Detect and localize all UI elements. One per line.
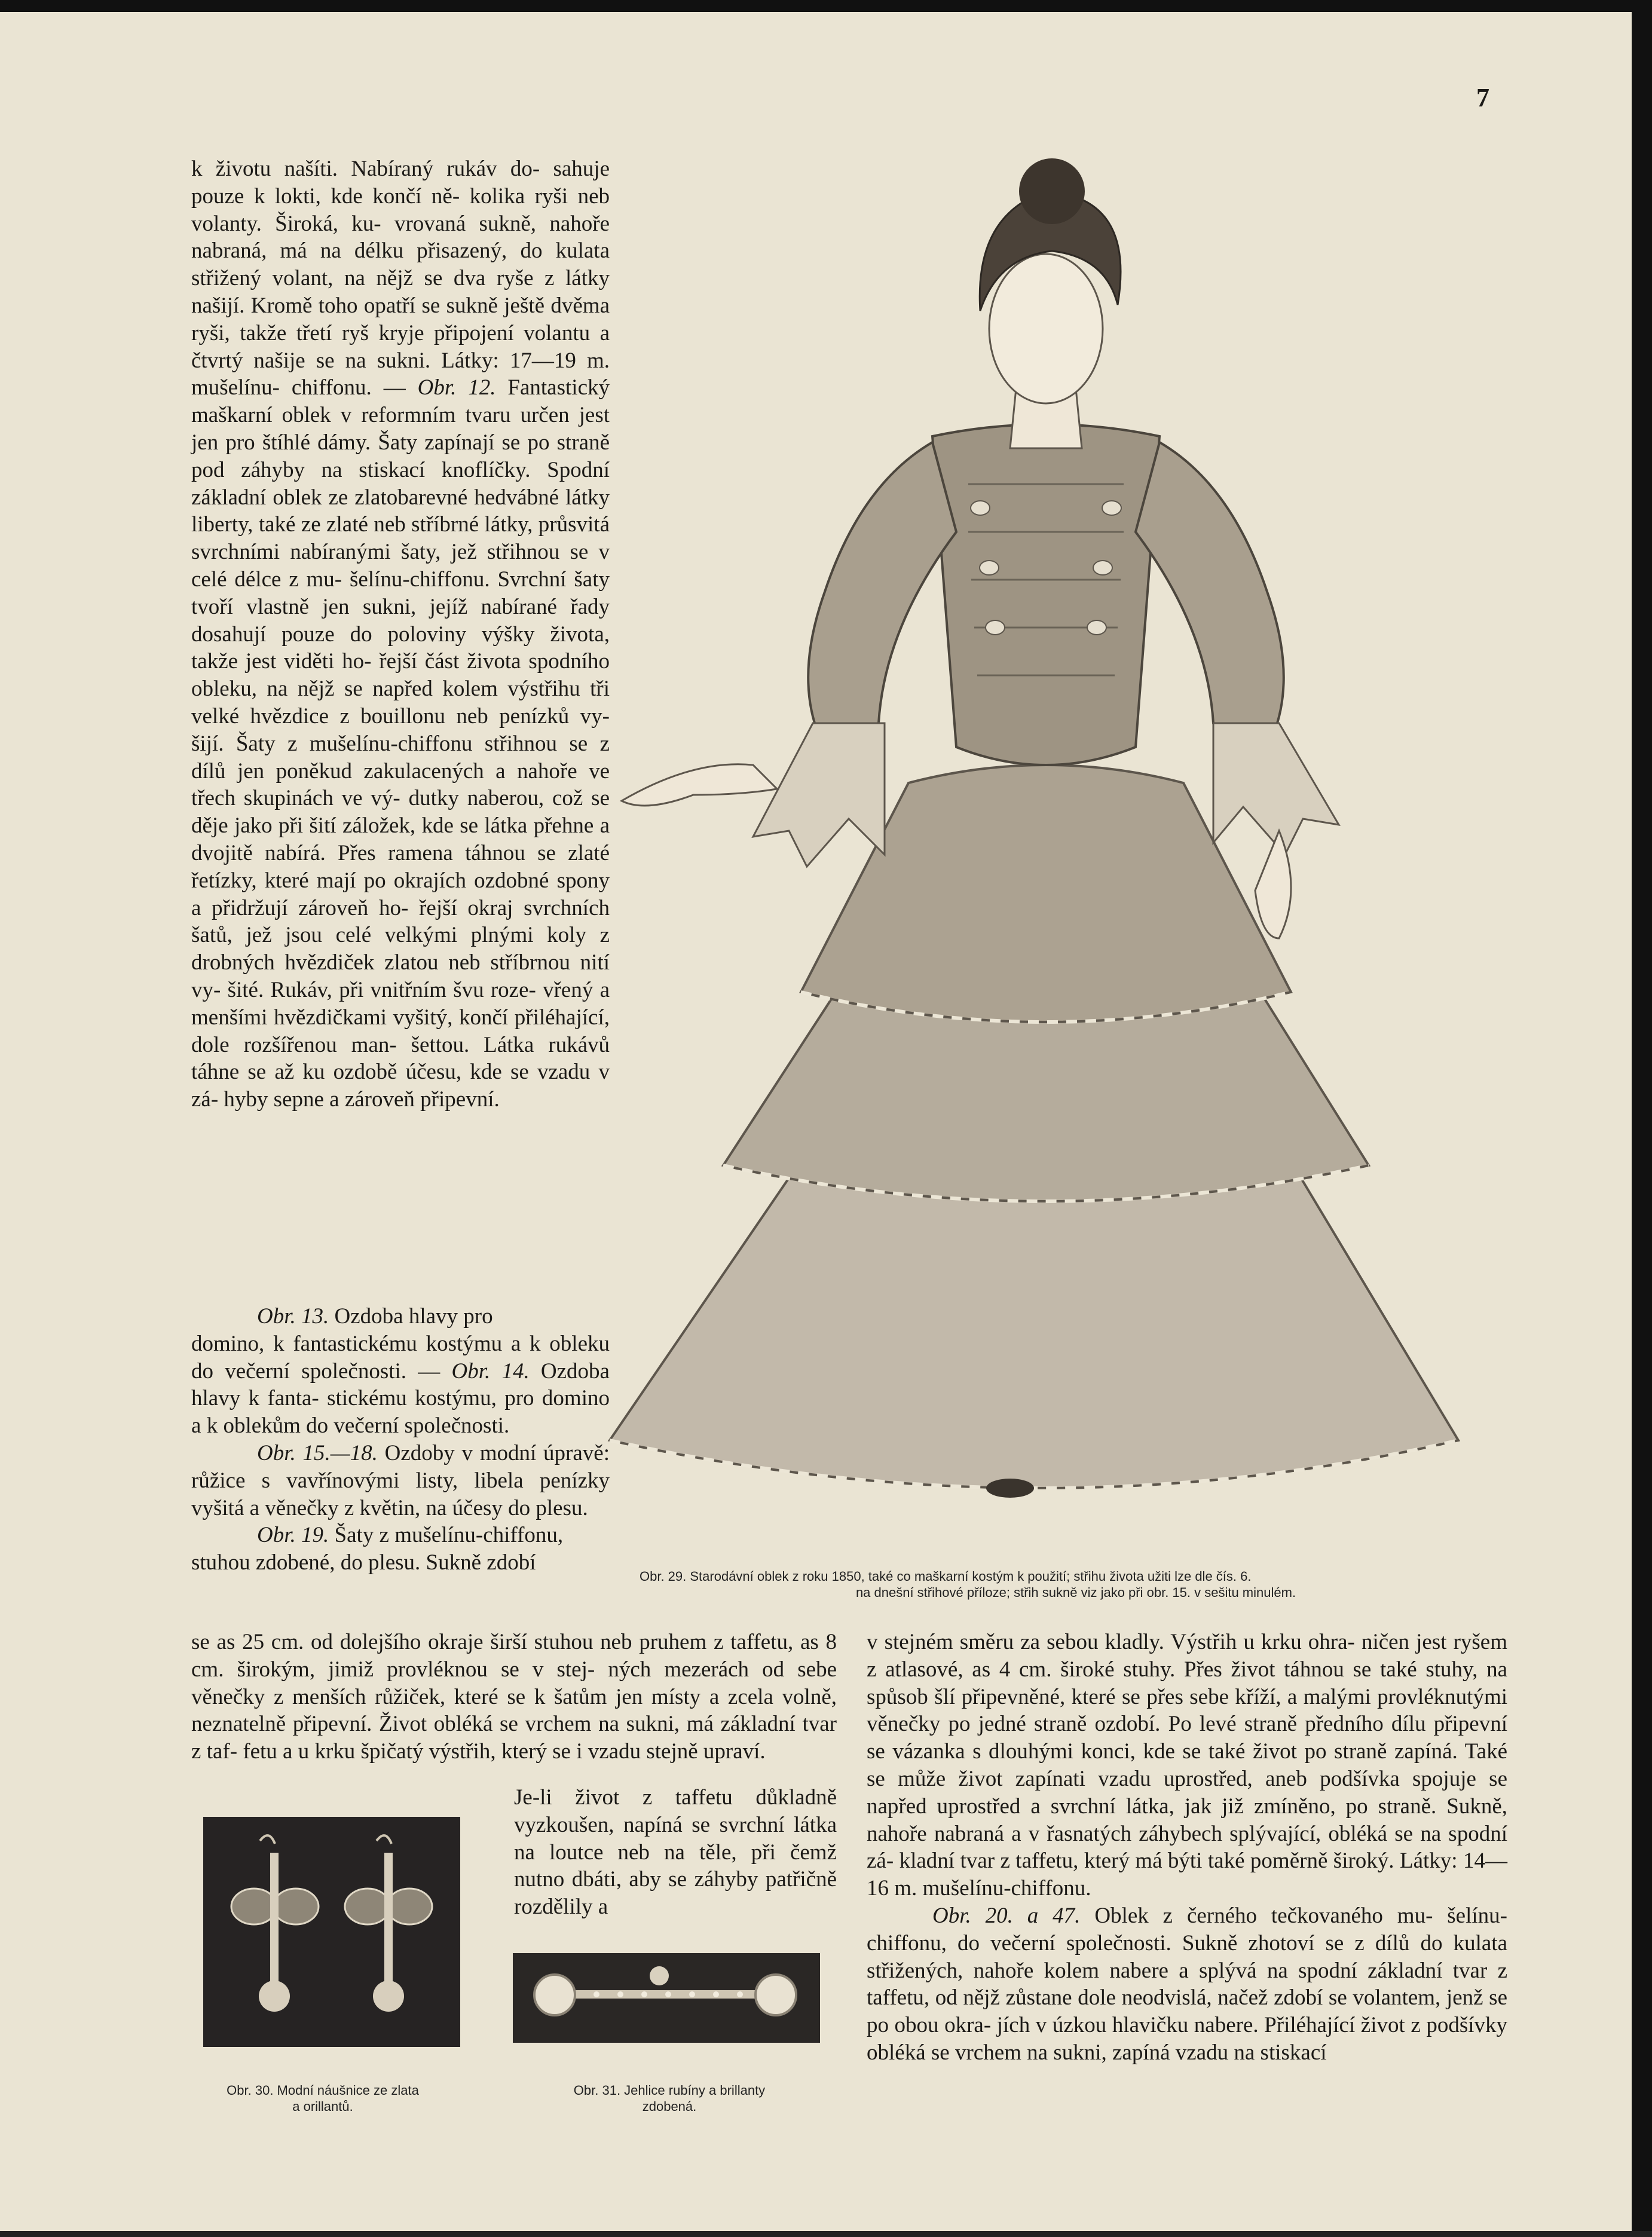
text-line: se k šatům jen místy a zcela volně, neznatelně připevní. [191,1684,837,1737]
obr13-paragraph [191,1303,610,1330]
text-line: ničen jest ryšem z atlasové, as 4 cm. široké stuhy. Přes [867,1630,1508,1682]
text-line: záhyby patřičně rozdělily a [514,1867,837,1920]
text-line: volant, na nějž se dva ryše z látky [272,266,610,291]
left-paragraph-1 [191,155,610,1113]
text-line: se z dílů jen poněkud zakulacených [191,731,610,784]
right-sleeve [1136,442,1284,735]
text-line: připojení volantu a čtvrtý našije se na [191,320,610,373]
text-line: Fantastický [495,375,610,400]
text-line: ných mezerách od sebe věnečky z menších růžiček, které [191,1657,837,1709]
text-line: Ozdoby v modní [377,1440,537,1465]
left-sleeve [808,442,956,735]
page-number: 7 [1476,83,1489,112]
text-line: hvězdice z bouillonu neb penízků vy- [250,703,610,729]
right-column-text [867,1629,1507,2067]
text-line: z dílů do kulata střižených, nahoře kolem nabere a splývá [867,1930,1507,1983]
text-line: jež střihnou se v celé délce z mu- [191,540,610,592]
text-line: Je-li život z taffetu důkladně [514,1785,837,1810]
text-line: Oblek z černého tečkovaného mu- [1080,1903,1433,1928]
caption-line: zdobená. [642,2099,697,2114]
text-line: při čemž nutno dbáti, aby se [514,1840,837,1892]
text-line: hyby sepne a zároveň připevní. [224,1087,500,1112]
caption-line: Obr. 29. Starodávní oblek z roku 1850, také co maškarní kostým k použití; střihu života užiti lze dle čís. 6. [640,1569,1252,1584]
dress-illustration [598,149,1494,1512]
text-line: řejší okraj svrchních šatů, jež jsou [191,895,610,948]
text-line: se zlaté řetízky, které mají po okrajích [191,840,610,893]
text-line: ještě dvěma ryši, takže třetí ryš kryje [191,293,610,345]
left-column-text [191,155,610,1113]
jeli-text [514,1784,837,1921]
figure-reference: Obr. 20. a 47. [932,1903,1081,1928]
obr15-paragraph [191,1440,610,1522]
text-line: hvězdiček zlatou neb stříbrnou nití vy- [191,950,610,1002]
page-edge-bottom [0,2231,1652,2237]
text-line: šití záložek, kde se látka přehne a [309,813,610,839]
figure-reference: Obr. 14. [451,1358,530,1384]
text-line: šelínu-chiffonu, do večerní společnosti. Sukně zhotoví se [867,1903,1507,1956]
figure-reference: Obr. 19. [257,1523,329,1548]
text-line: vyzkoušen, napíná se svrchní [514,1812,785,1837]
text-line: a k obleku do večerní společnosti. [191,1331,610,1384]
text-line: našijí. Kromě toho opatří se sukně [191,293,498,318]
text-line: dvojitě nabírá. Přes ramena táhnou [191,840,525,865]
text-line: z taffetu, as 8 cm. širokým, jimiž provléknou se v stej- [191,1630,837,1682]
figure-reference: Obr. 12. [417,375,496,400]
obr13-paragraph-cont [191,1330,610,1440]
text-line: látka na loutce neb na těle, [514,1812,837,1865]
text-line: Látky: 14—16 m. mušelínu-chiffonu. [867,1849,1507,1901]
text-line: k oblekům do večerní společnosti. [206,1413,510,1439]
right-paragraph-1 [867,1629,1507,1902]
caption-line: a orillantů. [292,2099,353,2114]
text-line: stickému kostýmu, pro domino a [191,1386,610,1439]
figure-reference: Obr. 15.—18. [257,1440,378,1465]
obr19-paragraph-cont [191,1549,610,1577]
text-line: na délku přisazený, do kulata střižený [191,238,610,291]
left-narrow-text [191,1303,610,1577]
text-line: celé velkými plnými koly z drobných [191,923,610,975]
text-line: průsvitá svrchními nabíranými šaty, [191,512,610,565]
text-line: neodvislá, načež zdobí se volantem, jenž se po obou okra- [867,1985,1508,2038]
text-line: Šaty z mušelínu-chiffonu, [329,1523,564,1548]
text-line: úpravě: růžice s vavřínovými listy, [191,1440,610,1493]
face [989,254,1103,403]
page-edge-top [0,0,1652,12]
text-line: na spodní základní tvar z taffetu, od nějž zůstane dole [867,1958,1508,2010]
text-line: domino, k fantastickému kostýmu [191,1331,503,1356]
text-line: liberty, také ze zlaté neb stříbrné látky, [191,512,533,537]
text-line: vřený a menšími hvězdičkami vyšitý, [191,977,610,1030]
text-line: stiskací knoflíčky. Spodní základní [191,457,610,510]
caption-figure-30 [191,2082,454,2114]
caption-line: na dnešní střihové příloze; střih sukně viz jako při obr. 15. v sešitu minulém. [855,1585,1296,1600]
bottom-wide-text [191,1629,837,1765]
page-edge-right [1632,0,1652,2237]
text-line: kolika ryši neb volanty. Široká, ku- [191,183,610,236]
text-line: určen jest jen pro štíhlé dámy. Šaty [191,403,610,455]
text-line: — [418,1358,452,1384]
text-line: se přes sebe kříží, a malými provléknutými věnečky po [867,1684,1508,1737]
text-line: Ozdoba hlavy k fanta- [191,1358,610,1411]
text-line: obléká se vrchem na sukni, zapíná vzadu na stiskací [867,2040,1327,2065]
text-line: a nahoře ve třech skupinách ve vý- [191,758,610,811]
text-line: šettou. Látka rukávů táhne se až ku [191,1032,610,1085]
text-line: fetu a u krku špičatý výstřih, který se i vzadu stejně upraví. [243,1739,766,1764]
text-line: na účesy do plesu. [426,1495,588,1520]
text-line: nějž se napřed kolem výstřihu tři velké [191,677,610,729]
text-line: aneb podšívka spojuje se napřed uprostřed a svrchní látka, [867,1766,1508,1819]
text-line: ozdobné spony a přidržují zároveň ho- [191,868,610,920]
text-line: vlastně jen sukni, jejíž nabírané [246,594,557,619]
text-line: vrovaná sukně, nahoře nabraná, má [191,211,610,264]
text-line: se vázanka s dlouhými konci, kde se také život po straně [867,1739,1387,1764]
earrings-photo [203,1817,460,2047]
text-line: se as 25 cm. od dolejšího okraje širší stuhou neb pruhem [191,1630,707,1654]
figure-reference: Obr. 13. [257,1304,329,1329]
text-line: v stejném směru za sebou kladly. Výstřih u krku ohra- [867,1630,1355,1654]
text-line: jak již zmíněno, po straně. Sukně, nahoře nabraná a [867,1794,1508,1846]
text-line: jích v úzkou hlavičku nabere. Přiléhající život z podšívky [996,2013,1507,2038]
text-line: sahuje pouze k lokti, kde končí ně- [191,157,610,209]
text-line: ozdobě účesu, kde se vzadu v zá- [191,1060,610,1112]
obr20-paragraph [867,1902,1507,2067]
caption-figure-29 [640,1568,1512,1601]
pin-photo [513,1953,820,2043]
bodice [932,424,1160,765]
text-line: šelínu-chiffonu. Svrchní šaty tvoří [191,567,610,619]
text-line: výšky života, takže jest viděti ho- [191,622,610,674]
text-line: maškarní oblek v reformním tvaru [191,403,511,428]
text-line: řejší část života spodního obleku, na [191,649,610,702]
text-line: život táhnou se také stuhy, na spůsob šlí připevněné, které [867,1657,1508,1709]
text-line: Ozdoba hlavy pro [329,1304,493,1329]
caption-line: Obr. 30. Modní náušnice ze zlata [227,2083,419,2098]
text-line: šité. Rukáv, při vnitřním švu roze- [227,977,536,1002]
text-line: šijí. Šaty z mušelínu-chiffonu střihnou [191,731,558,756]
text-line: končí přiléhající, dole rozšířenou man- [191,1005,610,1057]
text-line: v řasnatých záhybech splývající, obléká se na spodní zá- [867,1821,1507,1874]
text-line: zapíná. Také se může život zapínati vzadu uprostřed, [867,1739,1508,1791]
text-line: zapínají se po straně pod záhyby na [191,430,610,482]
text-line: k životu našíti. Nabíraný rukáv do- [191,157,540,181]
obr19-paragraph [191,1522,610,1549]
text-line: sukni. Látky: 17—19 m. mušelínu- [191,348,610,400]
text-line: libela penízky vyšitá a věnečky z květin, [191,1468,610,1520]
caption-figure-31 [514,2082,825,2114]
text-line: Život obléká se vrchem na sukni, má základní tvar z taf- [191,1712,837,1764]
text-line: oblek ze zlatobarevné hedvábné látky [273,485,610,510]
text-line: dutky naberou, což se děje jako při [191,786,610,839]
text-line: stuhou zdobené, do plesu. Sukně zdobí [191,1550,536,1575]
caption-line: Obr. 31. Jehlice rubíny a brillanty [573,2083,766,2098]
text-line: jedné straně ozdobí. Po levé straně předního dílu připevní [978,1712,1507,1737]
text-line: kladní tvar z taffetu, který má býti také poměrně široký. [899,1849,1394,1874]
text-line: řady dosahují pouze do poloviny [191,594,610,647]
right-hand [1255,831,1291,938]
text-line: chiffonu. — [291,375,418,400]
left-hand [622,764,777,806]
